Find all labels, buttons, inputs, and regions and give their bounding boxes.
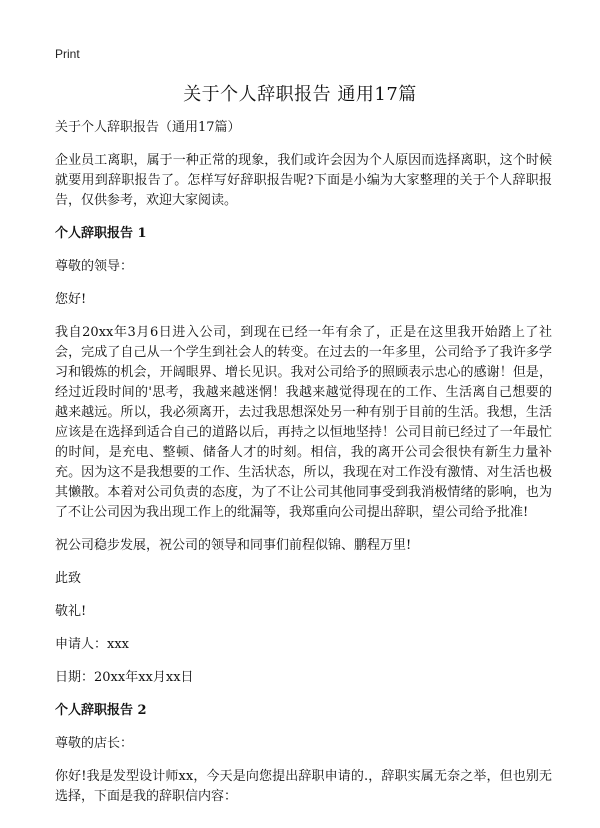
document-body — [55, 118, 552, 820]
greeting-1: 您好! — [55, 292, 87, 307]
closing-line-2: 敬礼! — [55, 604, 87, 619]
section-heading-2: 个人辞职报告 2 — [55, 703, 147, 718]
document-title: 关于个人辞职报告 通用17篇 — [183, 84, 417, 105]
closing-line-1: 此致 — [55, 571, 82, 586]
applicant-line: 申请人：xxx — [55, 637, 129, 652]
document-subtitle: 关于个人辞职报告（通用17篇） — [55, 120, 241, 135]
intro-paragraph: 企业员工离职，属于一种正常的现象，我们或许会因为个人原因而选择离职，这个时候就要用到辞职报告了。怎样写好辞职报告呢?下面是小编为大家整理的关于个人辞职报告，仅供参考，欢迎大家阅读。 — [55, 153, 552, 208]
print-link[interactable]: Print — [55, 47, 80, 61]
section-heading-1: 个人辞职报告 1 — [55, 226, 147, 241]
body-paragraph-1: 我自20xx年3月6日进入公司，到现在已经一年有余了，正是在这里我开始踏上了社会，完成了自己从一个学生到社会人的转变。在过去的一年多里，公司给予了我许多学习和锻炼的机会，开阔眼界、增长见识。我对公司给予的照顾表示忠心的感谢！但是，经过近段时间的'思考，我越来越迷惘！我越来越觉得现在的工作、生活离自己想要的越来越远。所以，我必须离开，去过我思想深处另一种有别于目前的生活。我想，生活应该是在选择到适合自己的道路以后，再持之以恒地坚持！公司目前已经过了一年最忙的时间，是充电、整顿、储备人才的时刻。相信，我的离开公司会很快有新生力量补充。因为这不是我想要的工作、生活状态，所以，我现在对工作没有激情、对生活也极其懒散。本着对公司负责的态度，为了不让公司其他同事受到我消极情绪的影响，也为了不让公司因为我出现工作上的纰漏等，我郑重向公司提出辞职，望公司给予批准! — [55, 325, 552, 520]
salutation-1: 尊敬的领导： — [55, 259, 134, 274]
date-line: 日期：20xx年xx月xx日 — [55, 670, 194, 685]
body-paragraph-2: 你好!我是发型设计师xx，今天是向您提出辞职申请的.，辞职实属无奈之举，但也别无选择，下面是我的辞职信内容： — [55, 769, 552, 804]
salutation-2: 尊敬的店长： — [55, 736, 134, 751]
wishes-paragraph-1: 祝公司稳步发展，祝公司的领导和同事们前程似锦、鹏程万里! — [55, 538, 412, 553]
